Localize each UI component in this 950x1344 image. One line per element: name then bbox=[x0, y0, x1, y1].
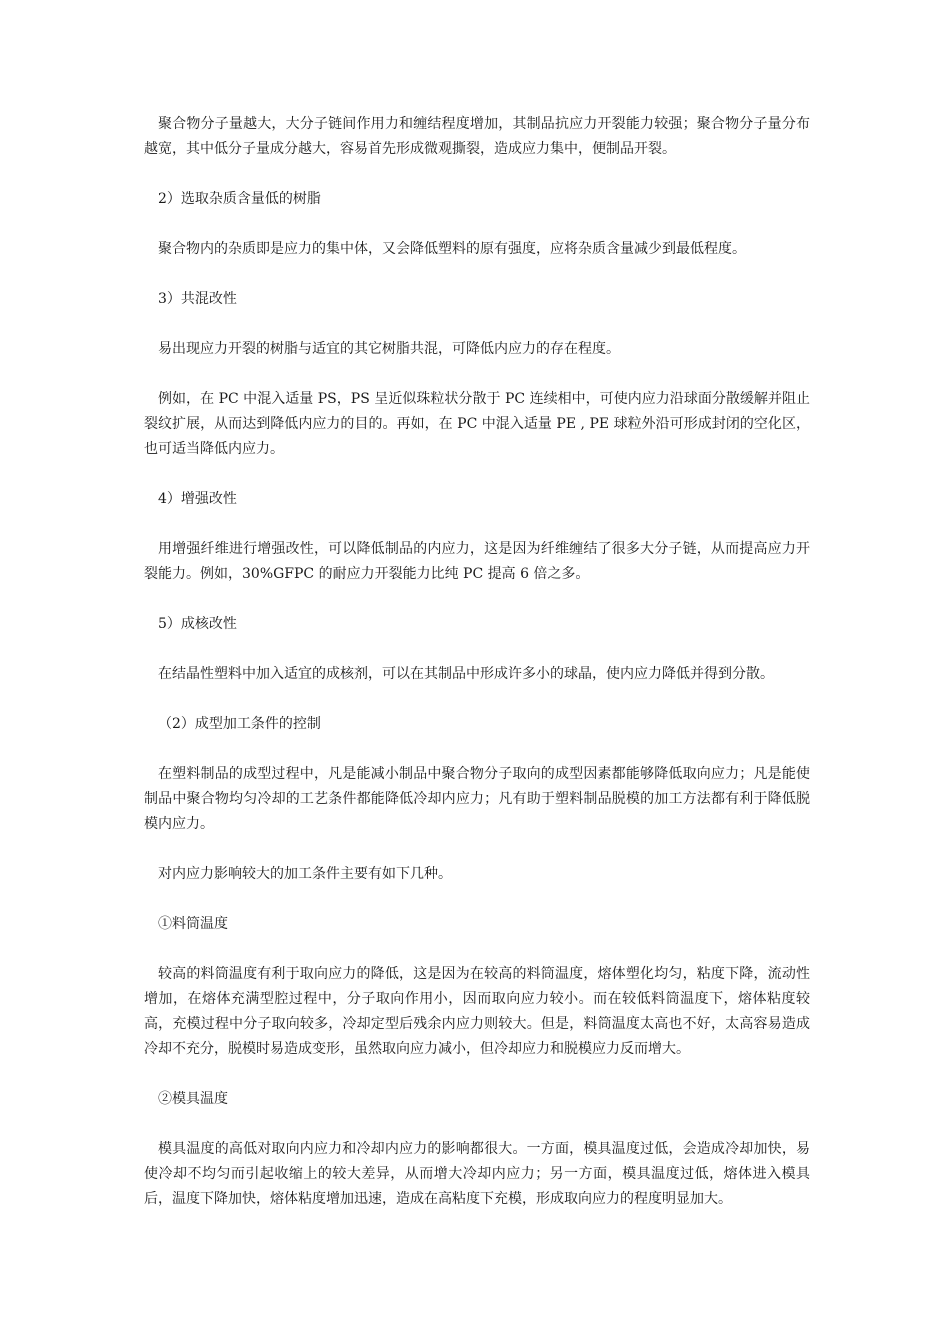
paragraph: 例如，在 PC 中混入适量 PS，PS 呈近似珠粒状分散于 PC 连续相中，可使内应力沿球面分散缓解并阻止裂纹扩展，从而达到降低内应力的目的。再如，在 PC 中混入适量 PE , PE 球粒外沿可形成封闭的空化区，也可适当降低内应力。 bbox=[144, 391, 810, 457]
paragraph: 在塑料制品的成型过程中，凡是能减小制品中聚合物分子取向的成型因素都能够降低取向应力；凡是能使制品中聚合物均匀冷却的工艺条件都能降低冷却内应力；凡有助于塑料制品脱模的加工方法都有利于降低脱模内应力。 bbox=[144, 766, 810, 832]
paragraph: 聚合物分子量越大，大分子链间作用力和缠结程度增加，其制品抗应力开裂能力较强；聚合物分子量分布越宽，其中低分子量成分越大，容易首先形成微观撕裂，造成应力集中，便制品开裂。 bbox=[144, 116, 810, 157]
section-heading: ②模具温度 bbox=[158, 1091, 228, 1107]
paragraph: 对内应力影响较大的加工条件主要有如下几种。 bbox=[158, 866, 452, 882]
section-heading: 2）选取杂质含量低的树脂 bbox=[158, 191, 321, 207]
document-page bbox=[144, 112, 810, 1207]
paragraph: 用增强纤维进行增强改性，可以降低制品的内应力，这是因为纤维缠结了很多大分子链，从而提高应力开裂能力。例如，30%GFPC 的耐应力开裂能力比纯 PC 提高 6 倍之多。 bbox=[144, 541, 810, 582]
paragraph: 模具温度的高低对取向内应力和冷却内应力的影响都很大。一方面，模具温度过低，会造成冷却加快，易使冷却不均匀而引起收缩上的较大差异，从而增大冷却内应力；另一方面，模具温度过低，熔体进入模具后，温度下降加快，熔体粘度增加迅速，造成在高粘度下充模，形成取向应力的程度明显加大。 bbox=[144, 1141, 810, 1207]
section-heading: 4）增强改性 bbox=[158, 491, 237, 507]
section-heading: 5）成核改性 bbox=[158, 616, 237, 632]
section-heading: ①料筒温度 bbox=[158, 916, 228, 932]
paragraph: 较高的料筒温度有利于取向应力的降低，这是因为在较高的料筒温度，熔体塑化均匀，粘度下降，流动性增加，在熔体充满型腔过程中，分子取向作用小，因而取向应力较小。而在较低料筒温度下，熔体粘度较高，充模过程中分子取向较多，冷却定型后残余内应力则较大。但是，料筒温度太高也不好，太高容易造成冷却不充分，脱模时易造成变形，虽然取向应力减小，但冷却应力和脱模应力反而增大。 bbox=[144, 966, 810, 1057]
paragraph: 易出现应力开裂的树脂与适宜的其它树脂共混，可降低内应力的存在程度。 bbox=[158, 341, 620, 357]
paragraph: 在结晶性塑料中加入适宜的成核剂，可以在其制品中形成许多小的球晶，使内应力降低并得到分散。 bbox=[158, 666, 774, 682]
section-heading: （2）成型加工条件的控制 bbox=[158, 716, 321, 732]
section-heading: 3）共混改性 bbox=[158, 291, 237, 307]
paragraph: 聚合物内的杂质即是应力的集中体，又会降低塑料的原有强度，应将杂质含量减少到最低程度。 bbox=[158, 241, 746, 257]
